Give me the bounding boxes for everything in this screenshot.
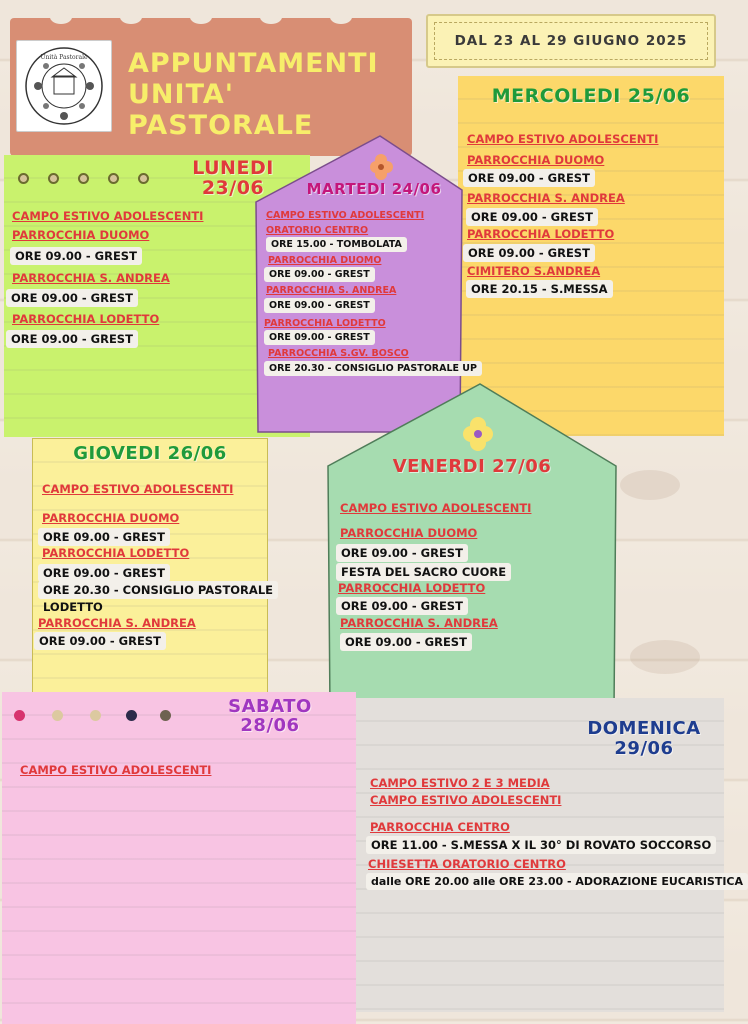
event-entry: ORE 09.00 - GREST	[264, 267, 375, 282]
section-heading: PARROCCHIA S.GV. BOSCO	[268, 348, 409, 359]
section-heading: PARROCCHIA DUOMO	[268, 255, 382, 266]
event-entry: ORE 20.15 - S.MESSA	[466, 280, 613, 298]
event-entry: ORE 09.00 - GREST	[340, 633, 472, 651]
event-entry: ORE 09.00 - GREST	[264, 330, 375, 345]
section-heading: PARROCCHIA LODETTO	[42, 546, 190, 560]
event-entry: ORE 11.00 - S.MESSA X IL 30° DI ROVATO SOCCORSO	[366, 836, 716, 854]
section-heading: PARROCCHIA CENTRO	[370, 820, 510, 834]
event-entry: ORE 09.00 - GREST	[264, 298, 375, 313]
section-heading: CAMPO ESTIVO ADOLESCENTI	[12, 209, 204, 223]
svg-text:Unità Pastorale: Unità Pastorale	[40, 54, 88, 61]
event-entry: dalle ORE 20.00 alle ORE 23.00 - ADORAZIONE EUCARISTICA	[366, 873, 748, 890]
date-range-text: DAL 23 AL 29 GIUGNO 2025	[434, 22, 708, 60]
event-entry: LODETTO	[43, 600, 103, 614]
event-entry: ORE 09.00 - GREST	[463, 244, 595, 262]
section-heading: CAMPO ESTIVO ADOLESCENTI	[20, 763, 212, 777]
event-entry: ORE 09.00 - GREST	[38, 564, 170, 582]
section-heading: CAMPO ESTIVO ADOLESCENTI	[340, 501, 532, 515]
date-range-box	[426, 14, 716, 68]
section-heading: PARROCCHIA LODETTO	[264, 318, 386, 329]
event-entry: ORE 09.00 - GREST	[34, 632, 166, 650]
wood-knot	[630, 640, 700, 674]
event-entry: ORE 09.00 - GREST	[466, 208, 598, 226]
section-heading: PARROCCHIA S. ANDREA	[467, 191, 625, 205]
section-heading: PARROCCHIA DUOMO	[467, 153, 605, 167]
section-heading: PARROCCHIA LODETTO	[338, 581, 486, 595]
event-entry: ORE 15.00 - TOMBOLATA	[266, 237, 407, 252]
section-heading: PARROCCHIA S. ANDREA	[12, 271, 170, 285]
section-heading: CAMPO ESTIVO ADOLESCENTI	[467, 132, 659, 146]
section-heading: CAMPO ESTIVO 2 E 3 MEDIA	[370, 776, 550, 790]
section-heading: PARROCCHIA DUOMO	[12, 228, 150, 242]
section-heading: PARROCCHIA S. ANDREA	[340, 616, 498, 630]
section-heading: PARROCCHIA S. ANDREA	[266, 285, 397, 296]
page-title	[128, 48, 408, 141]
event-entry: FESTA DEL SACRO CUORE	[336, 563, 511, 581]
title-line: UNITA'	[128, 79, 235, 110]
section-heading: CAMPO ESTIVO ADOLESCENTI	[42, 482, 234, 496]
event-entry: ORE 09.00 - GREST	[10, 247, 142, 265]
title-line: PASTORALE	[128, 110, 314, 141]
sunday-title: DOMENICA 29/06	[587, 718, 701, 759]
section-heading: PARROCCHIA LODETTO	[12, 312, 160, 326]
section-heading: PARROCCHIA LODETTO	[467, 227, 615, 241]
section-heading: CAMPO ESTIVO ADOLESCENTI	[266, 210, 425, 221]
wood-knot	[620, 470, 680, 500]
event-entry: ORE 09.00 - GREST	[336, 597, 468, 615]
event-entry: ORE 09.00 - GREST	[38, 528, 170, 546]
section-heading: ORATORIO CENTRO	[266, 225, 369, 236]
event-entry: ORE 09.00 - GREST	[463, 169, 595, 187]
section-heading: PARROCCHIA DUOMO	[340, 526, 478, 540]
saturday-card	[2, 692, 356, 1024]
unita-pastorale-logo	[16, 40, 112, 132]
section-heading: PARROCCHIA S. ANDREA	[38, 616, 196, 630]
wednesday-title: MERCOLEDI 25/06	[491, 85, 691, 107]
saturday-title: SABATO 28/06	[228, 696, 312, 736]
section-heading: CHIESETTA ORATORIO CENTRO	[368, 857, 566, 871]
thursday-title: GIOVEDI 26/06	[73, 443, 227, 464]
event-entry: ORE 09.00 - GREST	[336, 544, 468, 562]
event-entry: ORE 09.00 - GREST	[6, 289, 138, 307]
event-entry: ORE 20.30 - CONSIGLIO PASTORALE UP	[264, 361, 482, 376]
tuesday-title: MARTEDI 24/06	[306, 180, 442, 198]
event-entry: ORE 20.30 - CONSIGLIO PASTORALE	[38, 581, 278, 599]
friday-title: VENERDI 27/06	[392, 456, 552, 477]
section-heading: CIMITERO S.ANDREA	[467, 264, 601, 278]
section-heading: CAMPO ESTIVO ADOLESCENTI	[370, 793, 562, 807]
section-heading: PARROCCHIA DUOMO	[42, 511, 180, 525]
title-line: APPUNTAMENTI	[128, 48, 379, 79]
event-entry: ORE 09.00 - GREST	[6, 330, 138, 348]
monday-title: LUNEDI 23/06	[192, 157, 274, 199]
